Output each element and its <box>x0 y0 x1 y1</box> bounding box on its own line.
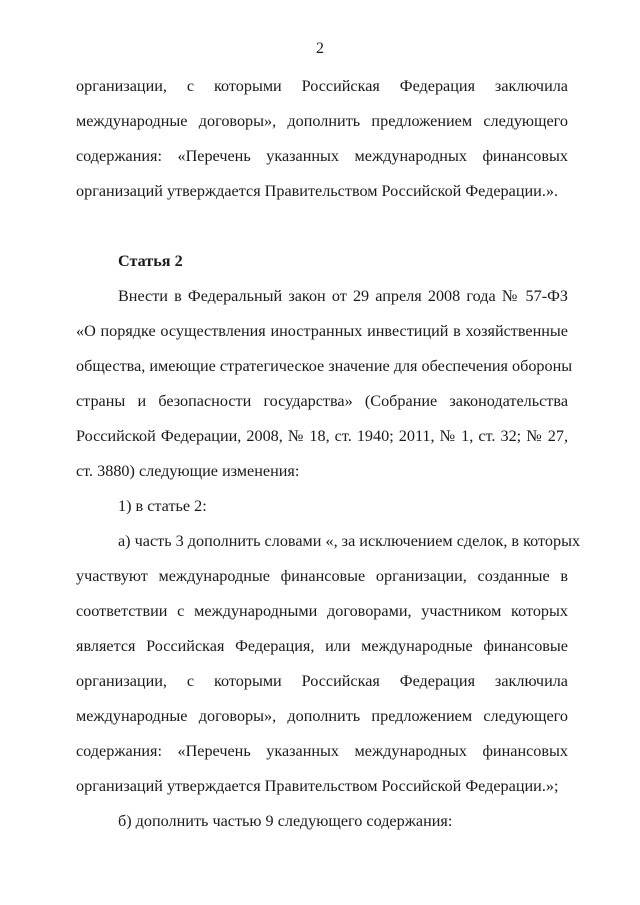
text-line: общества, имеющие стратегическое значение для обеспечения обороны <box>76 357 573 375</box>
text-line: организаций утверждается Правительством Российской Федерации.»; <box>76 777 559 795</box>
page-number: 2 <box>316 40 324 57</box>
text-line: участвуют международные финансовые организации, созданные в <box>76 567 568 585</box>
text-line: является Российская Федерация, или международные финансовые <box>76 637 568 655</box>
text-line: международные договоры», дополнить предложением следующего <box>76 707 568 725</box>
text-line: ст. 3880) следующие изменения: <box>76 462 300 480</box>
list-item: 1) в статье 2: <box>118 497 207 515</box>
text-line: организаций утверждается Правительством Российской Федерации.». <box>76 182 559 200</box>
text-line: содержания: «Перечень указанных международных финансовых <box>76 147 568 165</box>
text-line: а) часть 3 дополнить словами «, за исключением сделок, в которых <box>118 532 581 550</box>
text-line: содержания: «Перечень указанных международных финансовых <box>76 742 568 760</box>
text-line: «О порядке осуществления иностранных инвестиций в хозяйственные <box>76 322 568 340</box>
text-line: Внести в Федеральный закон от 29 апреля 2008 года № 57-ФЗ <box>118 287 568 305</box>
article-title: Статья 2 <box>118 252 183 270</box>
list-item: б) дополнить частью 9 следующего содержания: <box>118 812 453 830</box>
text-line: соответствии с международными договорами, участником которых <box>76 602 568 620</box>
text-line: организации, с которыми Российская Федерация заключила <box>76 77 568 95</box>
text-line: организации, с которыми Российская Федерация заключила <box>76 672 568 690</box>
text-line: международные договоры», дополнить предложением следующего <box>76 112 568 130</box>
text-line: страны и безопасности государства» (Собрание законодательства <box>76 392 568 410</box>
text-line: Российской Федерации, 2008, № 18, ст. 1940; 2011, № 1, ст. 32; № 27, <box>76 427 568 445</box>
